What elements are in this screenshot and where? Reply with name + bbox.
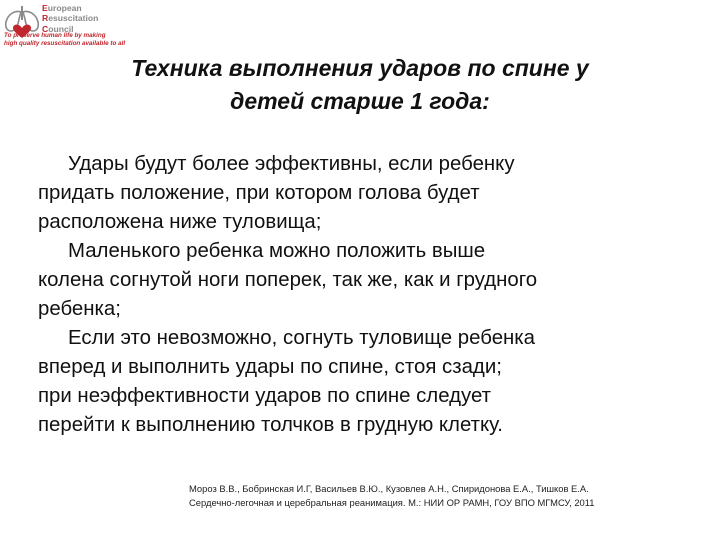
body-line: колена согнутой ноги поперек, так же, как и грудного (38, 269, 538, 291)
title-line: Техника выполнения ударов по спине у (131, 55, 589, 81)
logo-tagline: To preserve human life by making high quality resuscitation available to all (4, 32, 126, 47)
body-line: Если это невозможно, согнуть туловище ребенка (68, 327, 536, 349)
body-line: ребенка; (38, 298, 121, 320)
citation (189, 482, 689, 510)
body-line: Маленького ребенка можно положить выше (68, 240, 486, 262)
logo-wordmark: European Resuscitation Council (42, 3, 99, 34)
erc-logo (2, 2, 126, 50)
title-line: детей старше 1 года: (230, 88, 490, 114)
body-line: Удары будут более эффективны, если ребенку (68, 153, 515, 175)
body-line: перейти к выполнению толчков в грудную клетку. (38, 414, 503, 436)
citation-source: Сердечно-легочная и церебральная реанимация. М.: НИИ ОР РАМН, ГОУ ВПО МГМСУ, 2011 (189, 497, 595, 508)
body-line: при неэффективности ударов по спине следует (38, 385, 491, 407)
body-line: вперед и выполнить удары по спине, стоя сзади; (38, 356, 502, 378)
slide-title (0, 52, 720, 118)
body-text (38, 150, 698, 440)
citation-authors: Мороз В.В., Бобринская И.Г, Васильев В.Ю., Кузовлев А.Н., Спиридонова Е.А., Тишков Е.А. (189, 483, 589, 494)
body-line: придать положение, при котором голова будет (38, 182, 480, 204)
body-line: расположена ниже туловища; (38, 211, 322, 233)
